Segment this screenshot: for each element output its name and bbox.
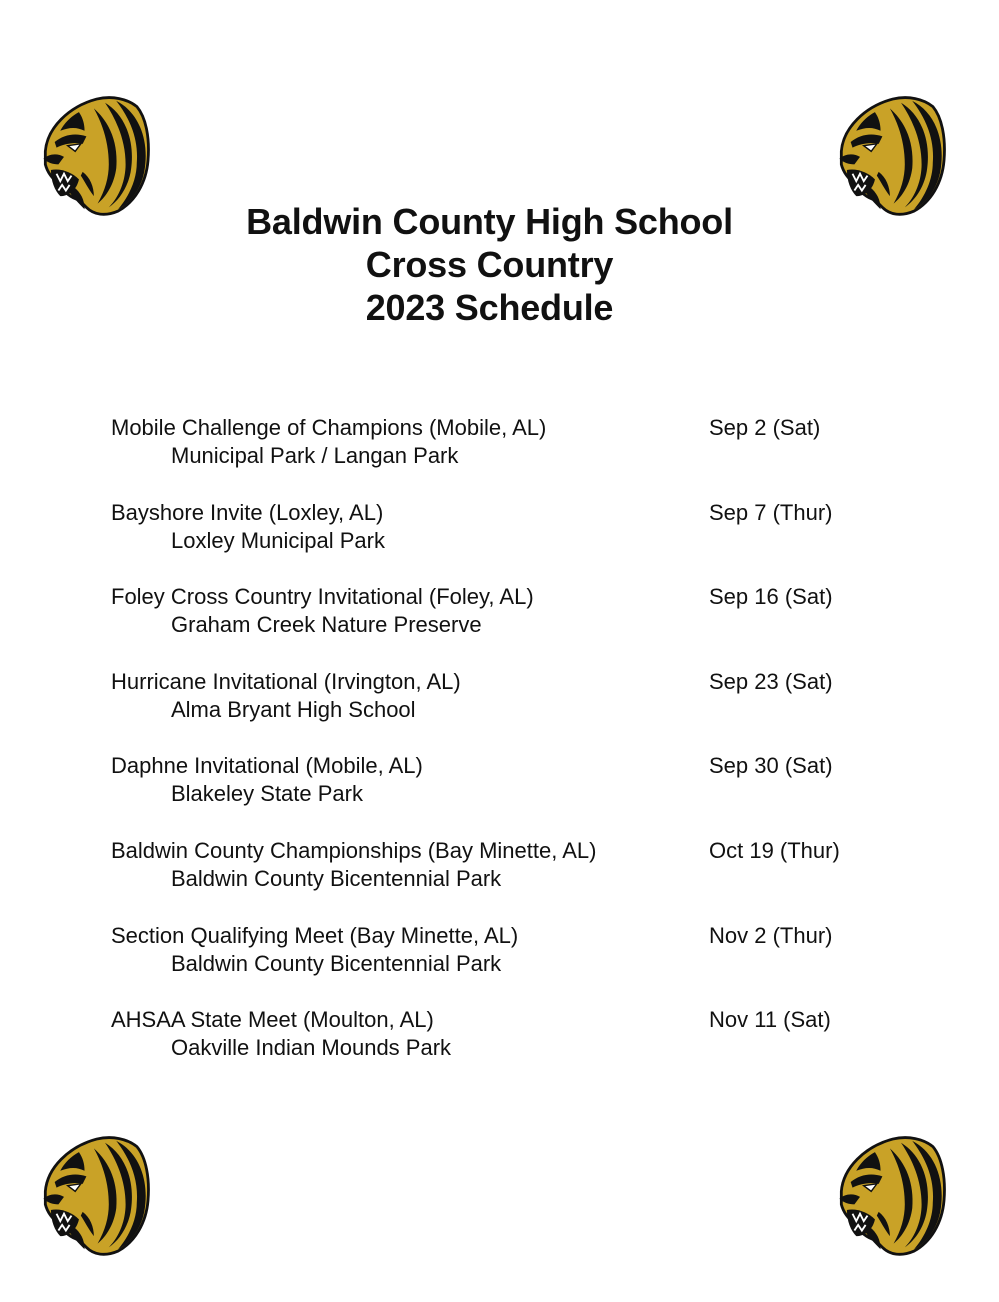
event-date: Oct 19 (Thur)	[709, 837, 840, 863]
title-schedule: 2023 Schedule	[365, 287, 614, 328]
schedule-item	[111, 922, 891, 1007]
event-name: Section Qualifying Meet (Bay Minette, AL)	[111, 922, 519, 948]
event-name: Foley Cross Country Invitational (Foley, AL)	[111, 584, 534, 610]
event-date: Sep 16 (Sat)	[709, 584, 833, 610]
title-sport: Cross Country	[365, 244, 614, 285]
event-venue: Alma Bryant High School	[171, 696, 416, 722]
event-name: Daphne Invitational (Mobile, AL)	[111, 753, 423, 779]
schedule-item	[111, 583, 891, 668]
event-date: Sep 30 (Sat)	[709, 753, 833, 779]
event-venue: Oakville Indian Mounds Park	[171, 1035, 452, 1061]
event-date: Nov 2 (Thur)	[709, 922, 833, 948]
page-title	[0, 200, 979, 329]
schedule-item	[111, 499, 891, 584]
schedule-item	[111, 837, 891, 922]
event-name: Bayshore Invite (Loxley, AL)	[111, 499, 384, 525]
event-date: Sep 23 (Sat)	[709, 668, 833, 694]
tiger-head-icon	[818, 1126, 958, 1266]
schedule-list	[111, 414, 891, 1091]
schedule-item	[111, 414, 891, 499]
event-venue: Loxley Municipal Park	[171, 527, 385, 553]
schedule-item	[111, 752, 891, 837]
event-venue: Baldwin County Bicentennial Park	[171, 865, 502, 891]
event-venue: Graham Creek Nature Preserve	[171, 612, 482, 638]
title-school: Baldwin County High School	[246, 201, 733, 242]
schedule-item	[111, 1006, 891, 1091]
event-name: AHSAA State Meet (Moulton, AL)	[111, 1007, 434, 1033]
schedule-item	[111, 668, 891, 753]
event-name: Hurricane Invitational (Irvington, AL)	[111, 668, 461, 694]
event-date: Sep 7 (Thur)	[709, 499, 833, 525]
event-name: Mobile Challenge of Champions (Mobile, AL)	[111, 415, 547, 440]
tiger-logo-bottom-left	[22, 1126, 162, 1266]
event-date: Nov 11 (Sat)	[709, 1007, 831, 1033]
event-name: Baldwin County Championships (Bay Minette, AL)	[111, 837, 597, 863]
event-venue: Blakeley State Park	[171, 781, 363, 807]
tiger-logo-bottom-right	[818, 1126, 958, 1266]
event-date: Sep 2 (Sat)	[709, 415, 821, 440]
tiger-head-icon	[22, 1126, 162, 1266]
event-venue: Baldwin County Bicentennial Park	[171, 950, 502, 976]
event-venue: Municipal Park / Langan Park	[171, 443, 459, 468]
